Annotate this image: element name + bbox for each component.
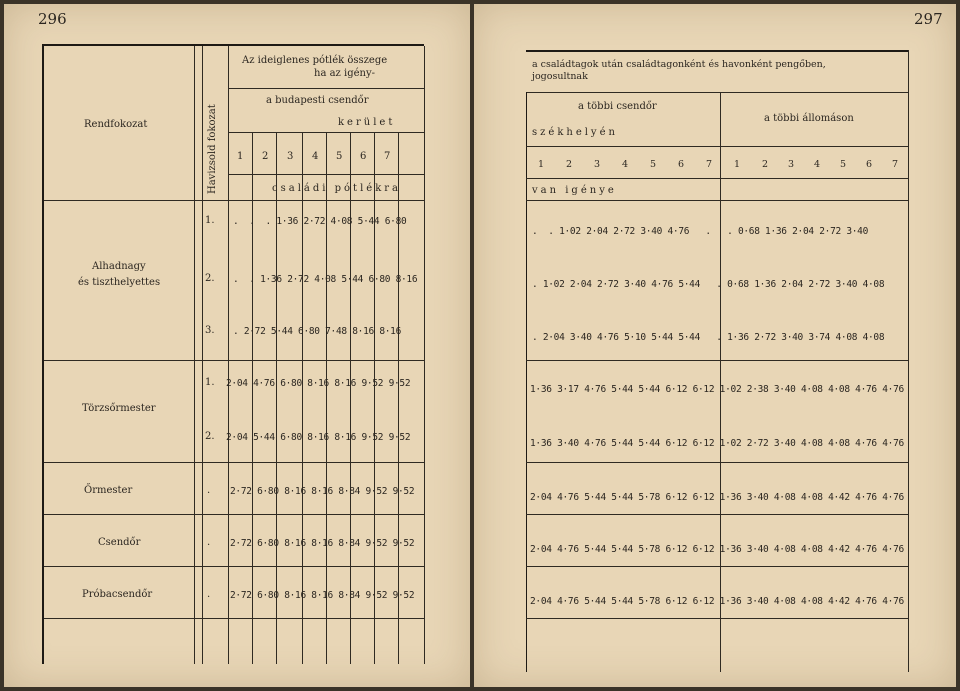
row-rule [526, 360, 908, 361]
col-number: 6 [678, 159, 685, 170]
col-number: 6 [866, 159, 873, 170]
col-line [194, 46, 195, 664]
header-rule [228, 132, 424, 133]
col-number: 7 [892, 159, 899, 170]
col-number: 1 [538, 159, 545, 170]
district-2: 2 [262, 151, 269, 162]
rank-ormester: Őrmester [84, 485, 133, 496]
header-csaladi: családi pótlékra [272, 183, 401, 194]
row-values: 2·04 4·76 5·44 5·44 5·78 6·12 6·12 1·36 3·40 4·08 4·08 4·42 4·76 4·76 [530, 492, 904, 503]
header-rule [228, 174, 424, 175]
right-border [908, 50, 909, 672]
top-rule [526, 50, 908, 52]
page-number-left: 296 [38, 10, 67, 28]
rank-alhadnagy-line2: és tiszthelyettes [78, 277, 161, 288]
row-values: 2·72 6·80 8·16 8·16 8·84 9·52 9·52 [230, 538, 415, 549]
row-values: . 1·02 2·04 2·72 3·40 4·76 5·44 . 0·68 1·36 2·04 2·72 3·40 4·08 [532, 279, 885, 290]
row-values: 1·36 3·40 4·76 5·44 5·44 6·12 6·12 1·02 2·72 3·40 4·08 4·08 4·76 4·76 [530, 438, 904, 449]
top-rule [42, 44, 424, 46]
header-budapest: a budapesti csendőr [266, 95, 369, 106]
header-title-line2: ha az igény- [314, 68, 375, 79]
col-line [252, 132, 253, 664]
grade: . [207, 537, 211, 548]
row-values: . . 1·02 2·04 2·72 3·40 4·76 . . 0·68 1·36 2·04 2·72 3·40 [532, 226, 869, 237]
header-title-line2: jogosultnak [532, 71, 588, 82]
district-1: 1 [237, 151, 244, 162]
rank-csendor: Csendőr [98, 537, 141, 548]
district-6: 6 [360, 151, 367, 162]
grade: 2. [205, 273, 215, 284]
left-page [4, 4, 470, 687]
row-values: . . 1·36 2·72 4·08 5·44 6·80 8·16 [233, 274, 418, 285]
row-values: 2·04 4·76 5·44 5·44 5·78 6·12 6·12 1·36 3·40 4·08 4·08 4·42 4·76 4·76 [530, 596, 904, 607]
col-line [326, 132, 327, 664]
col-line [424, 46, 425, 664]
header-rule [526, 92, 908, 93]
col-line [398, 132, 399, 664]
rank-rule [44, 566, 424, 567]
rank-rule [44, 360, 424, 361]
header-bottom-rule [526, 200, 908, 201]
district-7: 7 [384, 151, 391, 162]
col-number: 2 [566, 159, 573, 170]
rank-torzsormester: Törzsőrmester [82, 403, 156, 414]
col-number: 3 [788, 159, 795, 170]
rank-rule [44, 514, 424, 515]
grade: . [207, 485, 211, 496]
col-number: 4 [814, 159, 821, 170]
row-values: . 2·72 5·44 6·80 7·48 8·16 8·16 [233, 326, 402, 337]
left-border [526, 92, 527, 672]
rank-rule [44, 462, 424, 463]
header-havizsold: Havizsold fokozat [207, 104, 218, 194]
col-number: 4 [622, 159, 629, 170]
right-page [474, 4, 956, 687]
col-number: 2 [762, 159, 769, 170]
header-kerulet: kerület [338, 117, 396, 128]
row-rule [526, 462, 908, 463]
row-values: 1·36 3·17 4·76 5·44 5·44 6·12 6·12 1·02 2·38 3·40 4·08 4·08 4·76 4·76 [530, 384, 904, 395]
header-title-line1: Az ideiglenes pótlék összege [242, 55, 388, 66]
row-values: 2·04 4·76 6·80 8·16 8·16 9·52 9·52 [226, 378, 411, 389]
grade: 1. [205, 377, 215, 388]
col-line [350, 132, 351, 664]
district-5: 5 [336, 151, 343, 162]
rank-probacsendor: Próbacsendőr [82, 589, 153, 600]
grade: 3. [205, 325, 215, 336]
row-values: 2·72 6·80 8·16 8·16 8·84 9·52 9·52 [230, 486, 415, 497]
row-values: . 2·04 3·40 4·76 5·10 5·44 5·44 . 1·36 2·72 3·40 3·74 4·08 4·08 [532, 332, 885, 343]
row-values: 2·04 5·44 6·80 8·16 8·16 9·52 9·52 [226, 432, 411, 443]
col-number: 5 [650, 159, 657, 170]
col-line [302, 132, 303, 664]
row-values: 2·04 4·76 5·44 5·44 5·78 6·12 6·12 1·36 3·40 4·08 4·08 4·42 4·76 4·76 [530, 544, 904, 555]
header-rule [228, 88, 424, 89]
header-rendfokozat: Rendfokozat [84, 119, 148, 130]
header-van-igenye: van igénye [532, 185, 617, 196]
header-title-line1: a családtagok után családtagonként és havonként pengőben, [532, 59, 826, 70]
grade: 2. [205, 431, 215, 442]
header-tobbi-csendor: a többi csendőr [578, 101, 657, 112]
row-rule [526, 618, 908, 619]
row-values: . . . 1·36 2·72 4·08 5·44 6·80 [233, 216, 407, 227]
rank-rule [44, 618, 424, 619]
row-rule [526, 514, 908, 515]
row-values: 2·72 6·80 8·16 8·16 8·84 9·52 9·52 [230, 590, 415, 601]
header-tobbi-allomason: a többi állomáson [764, 113, 854, 124]
col-number: 5 [840, 159, 847, 170]
col-line [228, 46, 229, 664]
page-number-right: 297 [914, 10, 943, 28]
col-line [276, 132, 277, 664]
header-rule [526, 178, 908, 179]
col-line [374, 132, 375, 664]
col-line [202, 46, 203, 664]
left-border [42, 44, 44, 664]
header-bottom-rule [44, 200, 424, 201]
header-rule [526, 146, 908, 147]
header-szekhelyen: székhelyén [532, 127, 618, 138]
col-number: 1 [734, 159, 741, 170]
rank-alhadnagy-line1: Alhadnagy [92, 261, 146, 272]
row-rule [526, 566, 908, 567]
grade: . [207, 589, 211, 600]
district-4: 4 [312, 151, 319, 162]
col-number: 7 [706, 159, 713, 170]
district-3: 3 [287, 151, 294, 162]
col-divider [720, 92, 721, 672]
col-number: 3 [594, 159, 601, 170]
grade: 1. [205, 215, 215, 226]
